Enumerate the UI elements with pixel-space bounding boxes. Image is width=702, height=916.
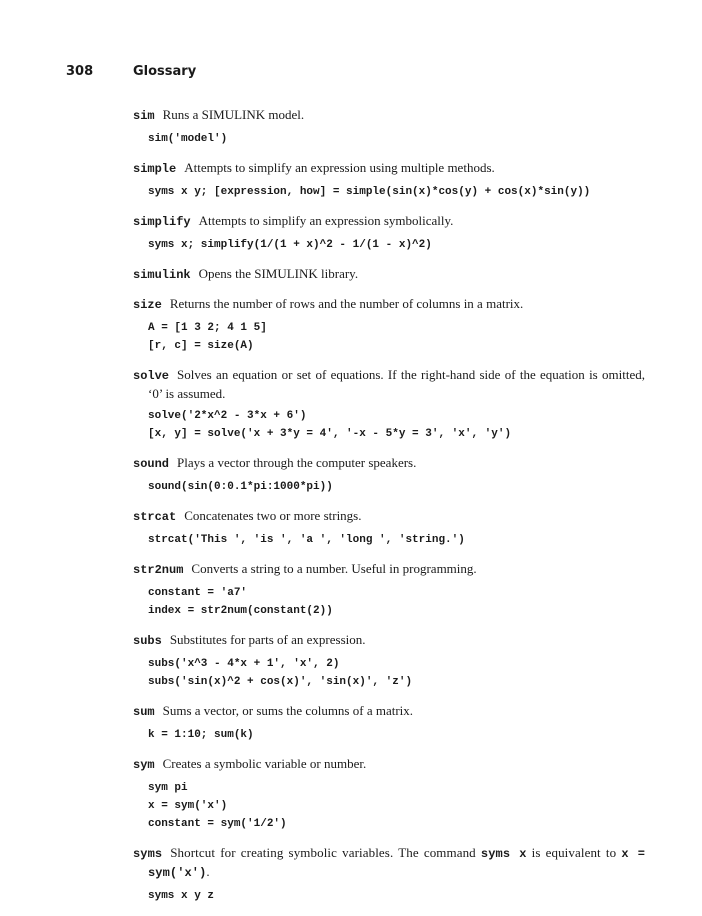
- entry-description: Solves an equation or set of equations. If the right-hand side of the equation is omitted, ‘0’ is assumed.: [148, 367, 645, 401]
- entry-head: [133, 560, 645, 579]
- entry-examples: [133, 584, 645, 620]
- entry-description-part3: .: [206, 864, 210, 879]
- entry-examples: [133, 236, 645, 254]
- entry-description: Runs a SIMULINK model.: [162, 107, 305, 122]
- entry-term: size: [133, 298, 162, 312]
- entry-description: Converts a string to a number. Useful in programming.: [191, 561, 477, 576]
- glossary-entry-sim: [133, 106, 645, 148]
- entry-description: Attempts to simplify an expression symbolically.: [198, 213, 454, 228]
- entry-examples: [133, 183, 645, 201]
- entry-head: [133, 755, 645, 774]
- entry-term: str2num: [133, 563, 184, 577]
- glossary-entry-simple: [133, 159, 645, 201]
- code-example: [x, y] = solve('x + 3*y = 4', '-x - 5*y = 3', 'x', 'y'): [148, 428, 512, 440]
- running-title: Glossary: [133, 64, 197, 79]
- code-example: syms x y; [expression, how] = simple(sin(x)*cos(y) + cos(x)*sin(y)): [148, 186, 591, 198]
- entry-term: simplify: [133, 215, 191, 229]
- glossary-entry-sum: [133, 702, 645, 744]
- entry-examples: [133, 130, 645, 148]
- code-example: constant = sym('1/2'): [148, 818, 287, 830]
- entry-term: strcat: [133, 510, 177, 524]
- glossary-entry-solve: [133, 366, 645, 443]
- code-example: k = 1:10; sum(k): [148, 729, 254, 741]
- entry-term: sim: [133, 109, 155, 123]
- page-number: 308: [66, 64, 94, 79]
- code-example: sim('model'): [148, 133, 228, 145]
- entry-examples: [133, 726, 645, 744]
- entry-head: [133, 702, 645, 721]
- glossary-entry-size: [133, 295, 645, 355]
- entry-term: sym: [133, 758, 155, 772]
- code-example: [r, c] = size(A): [148, 340, 254, 352]
- glossary-entry-simplify: [133, 212, 645, 254]
- glossary-entries: [133, 106, 645, 916]
- code-example: index = str2num(constant(2)): [148, 605, 333, 617]
- code-example: constant = 'a7': [148, 587, 248, 599]
- entry-examples: [133, 531, 645, 549]
- entry-examples: [133, 887, 645, 905]
- entry-head: [133, 631, 645, 650]
- entry-term: simulink: [133, 268, 191, 282]
- entry-term: simple: [133, 162, 177, 176]
- entry-description: Creates a symbolic variable or number.: [162, 756, 367, 771]
- glossary-entry-simulink: [133, 265, 645, 284]
- inline-code-sym-x: x = sym('x'): [148, 847, 646, 880]
- entry-examples: [133, 407, 645, 443]
- code-example: syms x y z: [148, 890, 215, 902]
- glossary-entry-str2num: [133, 560, 645, 620]
- entry-term: sum: [133, 705, 155, 719]
- entry-description: Opens the SIMULINK library.: [198, 266, 359, 281]
- entry-head: [133, 507, 645, 526]
- code-example: solve('2*x^2 - 3*x + 6'): [148, 410, 307, 422]
- code-example: syms x; simplify(1/(1 + x)^2 - 1/(1 - x)^2): [148, 239, 432, 251]
- entry-head: [133, 454, 645, 473]
- entry-description: Returns the number of rows and the number of columns in a matrix.: [169, 296, 524, 311]
- code-example: subs('x^3 - 4*x + 1', 'x', 2): [148, 658, 340, 670]
- entry-examples: [133, 655, 645, 691]
- code-example: A = [1 3 2; 4 1 5]: [148, 322, 267, 334]
- code-example: sym pi: [148, 782, 188, 794]
- code-example: sound(sin(0:0.1*pi:1000*pi)): [148, 481, 333, 493]
- entry-term: solve: [133, 369, 170, 383]
- inline-code-syms-x: syms x: [480, 847, 527, 861]
- entry-examples: [133, 779, 645, 833]
- entry-term: sound: [133, 457, 170, 471]
- entry-head: [133, 159, 645, 178]
- entry-description: Sums a vector, or sums the columns of a matrix.: [162, 703, 414, 718]
- glossary-entry-sound: [133, 454, 645, 496]
- code-example: subs('sin(x)^2 + cos(x)', 'sin(x)', 'z'): [148, 676, 413, 688]
- entry-head: [133, 106, 645, 125]
- code-example: x = sym('x'): [148, 800, 228, 812]
- entry-head: [133, 265, 645, 284]
- glossary-entry-strcat: [133, 507, 645, 549]
- entry-description-part2: is equivalent to: [531, 845, 617, 860]
- entry-term: subs: [133, 634, 162, 648]
- entry-description: Attempts to simplify an expression using multiple methods.: [184, 160, 495, 175]
- entry-head: [133, 844, 645, 882]
- entry-head: [133, 295, 645, 314]
- glossary-entry-syms: [133, 844, 645, 905]
- entry-description: Substitutes for parts of an expression.: [169, 632, 366, 647]
- entry-examples: [133, 319, 645, 355]
- entry-description-part1: Shortcut for creating symbolic variables. The command: [170, 845, 476, 860]
- entry-examples: [133, 478, 645, 496]
- entry-head: [133, 212, 645, 231]
- entry-head: [133, 366, 645, 402]
- code-example: strcat('This ', 'is ', 'a ', 'long ', 'string.'): [148, 534, 465, 546]
- entry-description: Plays a vector through the computer speakers.: [177, 455, 417, 470]
- glossary-entry-subs: [133, 631, 645, 691]
- entry-term: syms: [133, 847, 163, 861]
- entry-description: Concatenates two or more strings.: [184, 508, 362, 523]
- glossary-entry-sym: [133, 755, 645, 833]
